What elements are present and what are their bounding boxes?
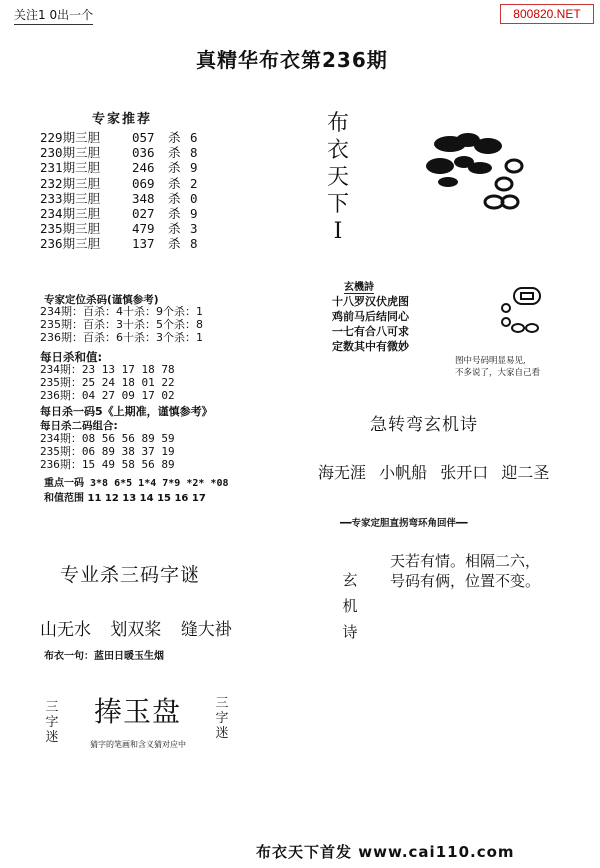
daily-sum-title: 每日杀和值:: [40, 350, 103, 364]
rec-period: 234期三胆: [40, 206, 101, 222]
footer: 布衣天下首发 www.cai110.com: [256, 843, 515, 861]
rec-kill: 杀: [168, 175, 181, 191]
phrase: 迎二圣: [501, 463, 550, 482]
rec-k: 3: [190, 221, 198, 237]
riddle-title: 专业杀三码字谜: [60, 564, 201, 586]
rec-nums: 246: [132, 160, 155, 176]
follow-note: 关注1 0出一个: [14, 6, 93, 25]
rec-nums: 348: [132, 190, 155, 206]
phrase: 海无涯: [318, 463, 367, 482]
list-item: 235期：25 24 18 01 22: [40, 376, 175, 389]
rec-k: 6: [190, 130, 198, 145]
rec-kill: 杀: [168, 236, 181, 252]
riddle-hint: 猜字的笔画和含义猜对应中: [90, 740, 186, 749]
list-item: 236期：04 27 09 17 02: [40, 389, 175, 402]
list-item: [40, 206, 198, 221]
rec-nums: 036: [132, 145, 155, 161]
jizhuan-title: 急转弯玄机诗: [370, 415, 478, 435]
rec-k: 0: [190, 190, 198, 206]
list-item: 234期：23 13 17 18 78: [40, 363, 175, 376]
xuanji-vertical: 玄 机 诗: [342, 571, 358, 641]
ji-poem-title: 玄機詩: [344, 278, 374, 294]
riddle-word: 划双桨: [110, 620, 162, 640]
poem-line: 一七有合八可求: [332, 325, 409, 338]
rec-k: 8: [190, 145, 198, 161]
one-code-title: 每日杀一码5《上期准，谨慎参考》: [40, 405, 213, 418]
list-item: 236期：百杀：6十杀：3个杀：1: [40, 331, 203, 344]
rec-nums: 137: [132, 236, 155, 252]
rec-period: 236期三胆: [40, 236, 101, 252]
right-riddle-label: 三 字 迷: [215, 696, 229, 741]
list-item: [40, 130, 198, 145]
phrase: 张开口: [440, 463, 489, 482]
rec-nums: 027: [132, 206, 155, 222]
rec-kill: 杀: [168, 160, 181, 176]
position-kill-title: 专家定位杀码(谨慎参考): [44, 294, 159, 306]
rec-period: 230期三胆: [40, 145, 101, 161]
rec-period: 233期三胆: [40, 190, 101, 206]
rec-period: 235期三胆: [40, 221, 101, 237]
list-item: [40, 145, 198, 160]
guaijiao-line: ━━专家定胆直拐弯环角回伴━━: [340, 518, 468, 529]
note-line: 不多说了，大家自己看: [455, 368, 541, 378]
rec-period: 232期三胆: [40, 175, 101, 191]
ji-poem: [332, 294, 409, 354]
riddle-word: 缝大褂: [180, 620, 232, 640]
rec-kill: 杀: [168, 221, 181, 237]
key-numbers: 重点一码 3*8 6*5 1*4 7*9 *2* *08: [44, 478, 229, 489]
xuanji-poem: [390, 551, 540, 591]
list-item: [40, 160, 198, 175]
list-item: 235期：06 89 38 37 19: [40, 445, 175, 458]
page-title: 真精华布衣第236期: [196, 48, 388, 72]
list-item: [40, 221, 198, 236]
buyi-line: 布衣一句：蓝田日暖玉生烟: [44, 651, 164, 662]
list-item: 236期：15 49 58 56 89: [40, 458, 175, 471]
haiwuya-line: [318, 460, 557, 483]
rec-kill: 杀: [168, 130, 181, 145]
expert-list: [40, 130, 198, 252]
rec-k: 9: [190, 160, 198, 176]
rec-nums: 057: [132, 130, 155, 145]
rec-kill: 杀: [168, 206, 181, 222]
rec-period: 229期三胆: [40, 130, 101, 145]
poem-line: 鸡前马后结同心: [332, 310, 409, 323]
list-item: [40, 191, 198, 206]
two-code-title: 每日杀二码组合:: [40, 420, 118, 432]
rec-nums: 069: [132, 175, 155, 191]
rec-period: 231期三胆: [40, 160, 101, 176]
two-code-list: [40, 432, 175, 471]
buyi-vertical-title: 布 衣 天 下 I: [326, 111, 349, 244]
list-item: 234期：百杀：4十杀：9个杀：1: [40, 305, 203, 318]
poem-line: 十八罗汉伏虎图: [332, 295, 409, 308]
left-riddle-label: 三 字 迷: [45, 700, 59, 745]
list-item: 235期：百杀：3十杀：5个杀：8: [40, 318, 203, 331]
riddle-words: [40, 615, 246, 640]
expert-title: 专家推荐: [92, 112, 153, 127]
poem-line: 天若有情。相隔二六，: [390, 552, 541, 570]
list-item: [40, 236, 198, 251]
image-note: [455, 355, 540, 379]
site-badge[interactable]: 800820.NET: [500, 4, 594, 24]
rec-k: 8: [190, 236, 198, 252]
daily-sum-list: [40, 363, 175, 402]
list-item: [40, 176, 198, 191]
small-code-image: [494, 282, 560, 342]
rec-kill: 杀: [168, 145, 181, 161]
poem-line: 号码有俩，位置不变。: [390, 572, 541, 590]
position-kill-list: [40, 305, 203, 344]
sum-range: 和值范围 11 12 13 14 15 16 17: [44, 493, 206, 504]
riddle-word: 山无水: [40, 620, 91, 640]
note-line: 图中号码明显易见,: [455, 356, 526, 366]
rec-k: 2: [190, 175, 198, 191]
rec-nums: 479: [132, 221, 155, 237]
phrase: 小帆船: [379, 463, 428, 482]
list-item: 234期：08 56 56 89 59: [40, 432, 175, 445]
poem-line: 定数其中有微妙: [332, 340, 409, 353]
rec-k: 9: [190, 206, 198, 222]
guaijiao-text: 专家定胆直拐弯环角回伴: [351, 518, 456, 529]
rec-kill: 杀: [168, 190, 181, 206]
big-riddle-word: 捧玉盘: [94, 695, 182, 728]
number-image: [420, 122, 530, 222]
